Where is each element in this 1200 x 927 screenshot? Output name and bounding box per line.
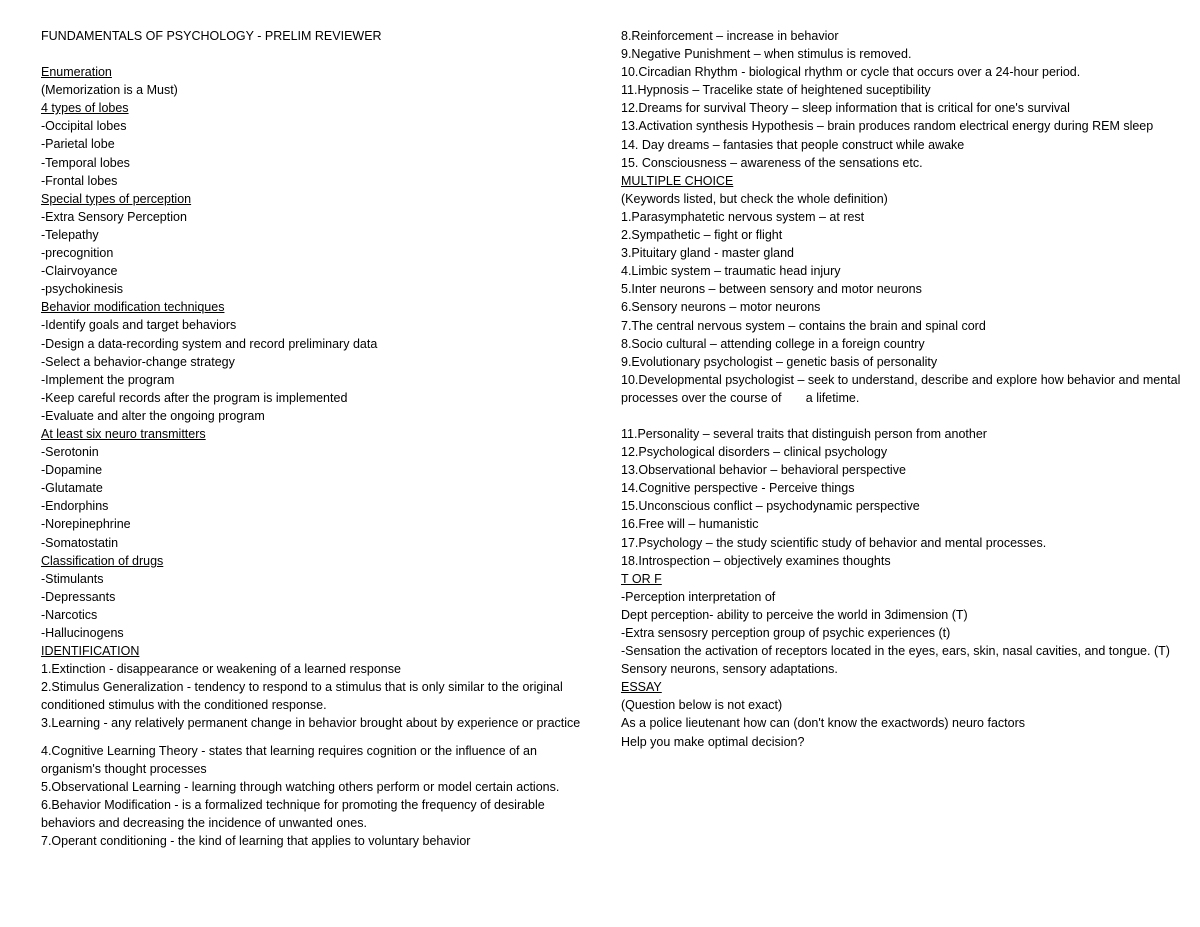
list-item: 1.Parasymphatetic nervous system – at rest: [621, 209, 865, 224]
list-item: 4.Cognitive Learning Theory - states that learning requires cognition or the influence of an organism's thought processes: [41, 743, 537, 776]
list-item: -Somatostatin: [41, 535, 119, 550]
true-false-heading: T OR F: [621, 571, 662, 586]
list-item: -Select a behavior-change strategy: [41, 354, 235, 369]
identification-list-b: [41, 742, 581, 851]
behavior-list: [41, 316, 581, 425]
neuro-heading: At least six neuro transmitters: [41, 426, 206, 441]
list-item: 8.Reinforcement – increase in behavior: [621, 29, 839, 43]
identification-list-a: [41, 660, 581, 732]
lobes-list: [41, 117, 581, 189]
multiple-choice-list-a: [621, 208, 1184, 407]
list-item: -Frontal lobes: [41, 173, 118, 188]
list-item: -Depressants: [41, 589, 116, 604]
list-item: 17.Psychology – the study scientific study of behavior and mental processes.: [621, 535, 1047, 550]
list-item: -Telepathy: [41, 227, 99, 242]
behavior-heading: Behavior modification techniques: [41, 300, 225, 315]
list-item: 16.Free will – humanistic: [621, 517, 759, 532]
list-item: -Clairvoyance: [41, 264, 118, 279]
list-item: 10.Developmental psychologist – seek to understand, describe and explore how behavior and mental processes over the course of a lifetime.: [621, 372, 1184, 405]
perception-list: [41, 208, 581, 298]
identification-heading: IDENTIFICATION: [41, 644, 140, 659]
list-item: -Implement the program: [41, 372, 175, 387]
list-item: -psychokinesis: [41, 282, 123, 297]
list-item: -Keep careful records after the program is implemented: [41, 390, 348, 405]
list-item: -Norepinephrine: [41, 517, 131, 532]
list-item: -precognition: [41, 246, 114, 261]
list-item: 15.Unconscious conflict – psychodynamic perspective: [621, 499, 920, 514]
multiple-choice-list-b: [621, 425, 1181, 570]
multiple-choice-heading: MULTIPLE CHOICE: [621, 173, 734, 188]
list-item: 7.Operant conditioning - the kind of learning that applies to voluntary behavior: [41, 834, 471, 849]
left-column: [41, 27, 581, 850]
right-column: [621, 27, 1184, 751]
list-item: 18.Introspection – objectively examines thoughts: [621, 553, 891, 568]
list-item: 6.Sensory neurons – motor neurons: [621, 300, 821, 315]
essay-line: (Question below is not exact): [621, 698, 783, 713]
list-item: 5.Inter neurons – between sensory and motor neurons: [621, 282, 922, 297]
enumeration-heading: Enumeration: [41, 65, 112, 80]
identification-list-c: [621, 27, 1181, 172]
list-item: -Design a data-recording system and record preliminary data: [41, 336, 378, 351]
list-item: 11.Hypnosis – Tracelike state of heightened suceptibility: [621, 83, 931, 98]
list-item: 9.Negative Punishment – when stimulus is removed.: [621, 47, 912, 62]
list-item: 12.Dreams for survival Theory – sleep information that is critical for one's survival: [621, 101, 1070, 116]
list-item: -Stimulants: [41, 571, 104, 586]
list-item: 3.Pituitary gland - master gland: [621, 246, 795, 261]
list-item: 12.Psychological disorders – clinical psychology: [621, 445, 888, 460]
list-item: -Evaluate and alter the ongoing program: [41, 408, 265, 423]
list-item: -Narcotics: [41, 607, 98, 622]
perception-heading: Special types of perception: [41, 191, 192, 206]
list-item: 2.Sympathetic – fight or flight: [621, 228, 783, 243]
list-item: 2.Stimulus Generalization - tendency to respond to a stimulus that is only similar to the original conditioned stimulus with the conditioned response.: [41, 680, 563, 713]
essay-heading: ESSAY: [621, 680, 662, 695]
list-item: -Temporal lobes: [41, 155, 130, 170]
list-item: 14. Day dreams – fantasies that people construct while awake: [621, 137, 965, 152]
list-item: 1.Extinction - disappearance or weakening of a learned response: [41, 662, 401, 677]
list-item: 14.Cognitive perspective - Perceive things: [621, 481, 855, 496]
true-false-list: [621, 588, 1181, 678]
lobes-heading: 4 types of lobes: [41, 101, 129, 116]
list-item: 3.Learning - any relatively permanent change in behavior brought about by experience or practice: [41, 716, 581, 731]
list-item: -Glutamate: [41, 481, 103, 496]
list-item: 7.The central nervous system – contains the brain and spinal cord: [621, 318, 986, 333]
list-item: 11.Personality – several traits that distinguish person from another: [621, 426, 987, 441]
multiple-choice-note: (Keywords listed, but check the whole definition): [621, 191, 888, 206]
essay-text: [621, 696, 1181, 750]
list-item: 9.Evolutionary psychologist – genetic basis of personality: [621, 354, 938, 369]
drugs-heading: Classification of drugs: [41, 553, 164, 568]
list-item: -Hallucinogens: [41, 626, 124, 640]
list-item: -Dopamine: [41, 463, 103, 478]
list-item: -Endorphins: [41, 499, 109, 514]
list-item: -Extra Sensory Perception: [41, 209, 187, 224]
list-item: -Extra sensosry perception group of psychic experiences (t): [621, 626, 951, 640]
essay-line: Help you make optimal decision?: [621, 734, 805, 749]
neuro-list: [41, 443, 581, 552]
list-item: 13.Activation synthesis Hypothesis – brain produces random electrical energy during REM sleep: [621, 119, 1154, 134]
list-item: -Identify goals and target behaviors: [41, 318, 237, 333]
list-item: Dept perception- ability to perceive the world in 3dimension (T): [621, 607, 968, 622]
list-item: -Perception interpretation of: [621, 589, 776, 604]
list-item: 15. Consciousness – awareness of the sensations etc.: [621, 155, 923, 170]
list-item: -Parietal lobe: [41, 137, 115, 152]
list-item: -Sensation the activation of receptors located in the eyes, ears, skin, nasal cavities, and tongue. (T): [621, 644, 1170, 659]
enumeration-note: (Memorization is a Must): [41, 83, 178, 98]
list-item: 5.Observational Learning - learning through watching others perform or model certain actions.: [41, 779, 560, 794]
list-item: 13.Observational behavior – behavioral perspective: [621, 463, 906, 478]
list-item: 4.Limbic system – traumatic head injury: [621, 264, 841, 279]
list-item: 8.Socio cultural – attending college in a foreign country: [621, 336, 925, 351]
list-item: -Occipital lobes: [41, 119, 127, 134]
list-item: 6.Behavior Modification - is a formalized technique for promoting the frequency of desirable behaviors and decreasing the incidence of unwanted ones.: [41, 797, 545, 830]
list-item: -Serotonin: [41, 445, 99, 460]
essay-line: As a police lieutenant how can (don't know the exactwords) neuro factors: [621, 716, 1025, 731]
document-title: FUNDAMENTALS OF PSYCHOLOGY - PRELIM REVIEWER: [41, 29, 382, 43]
list-item: Sensory neurons, sensory adaptations.: [621, 662, 838, 677]
drugs-list: [41, 570, 581, 642]
list-item: 10.Circadian Rhythm - biological rhythm or cycle that occurs over a 24-hour period.: [621, 65, 1081, 80]
